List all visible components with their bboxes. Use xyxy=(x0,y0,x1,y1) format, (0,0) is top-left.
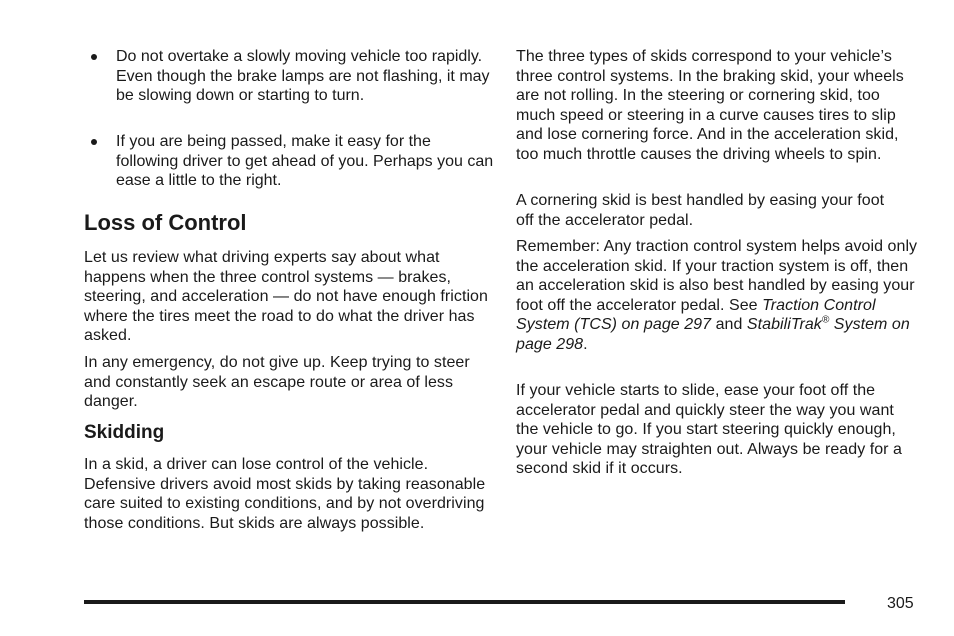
footer-rule xyxy=(84,600,845,604)
bullet-icon xyxy=(91,139,97,145)
intro-paragraph: Let us review what driving experts say about what happens when the three control systems — brakes, steering, and acceleration — do not have enough friction where the tires meet the road to do what the driver has asked. xyxy=(84,249,488,345)
cornering-paragraph: A cornering skid is best handled by easing your foot off the accelerator pedal. xyxy=(516,192,885,229)
bullet-text: If you are being passed, make it easy for the following driver to get ahead of you. Perhaps you can ease a little to the right. xyxy=(116,133,494,190)
subsection-heading: Skidding xyxy=(84,422,165,443)
bullet-icon xyxy=(91,54,97,60)
registered-mark: ® xyxy=(821,315,830,327)
skid-paragraph: In a skid, a driver can lose control of the vehicle. Defensive drivers avoid most skids by taking reasonable care suited to existing conditions, and by not overdriving those conditions. But skids are always possible. xyxy=(84,456,486,532)
skid-types-paragraph: The three types of skids correspond to your vehicle’s three control systems. In the braking skid, your wheels are not rolling. In the steering or cornering skid, too much speed or steering in a curve causes tires to slip and lose cornering force. And in the acceleration skid, too much throttle causes the driving wheels to spin. xyxy=(516,48,904,163)
and-text: and xyxy=(711,316,747,334)
section-heading: Loss of Control xyxy=(84,210,247,235)
tcs-reference-link[interactable]: Traction Control System (TCS) on page 297 xyxy=(516,296,876,334)
bullet-text: Do not overtake a slowly moving vehicle too rapidly. Even though the brake lamps are not flashing, it may be slowing down or starting to turn. xyxy=(116,48,490,105)
slide-paragraph: If your vehicle starts to slide, ease your foot off the accelerator pedal and quickly steer the way you want the vehicle to go. If you start steering quickly enough, your vehicle may straighten out. Always be ready for a second skid if it occurs. xyxy=(516,382,903,478)
remember-paragraph xyxy=(516,237,920,355)
page-number: 305 xyxy=(887,595,914,612)
emergency-paragraph: In any emergency, do not give up. Keep trying to steer and constantly seek an escape route or area of less danger. xyxy=(84,354,470,411)
remember-text: Remember: Any traction control system helps avoid only the acceleration skid. If your traction system is off, then an acceleration skid is also best handled by easing your foot off the accelerator pedal. See xyxy=(516,238,918,314)
stabilitrak-page: System on page 298 xyxy=(516,316,910,353)
period-text: . xyxy=(583,335,588,353)
stabilitrak-name: StabiliTrak xyxy=(746,316,822,334)
